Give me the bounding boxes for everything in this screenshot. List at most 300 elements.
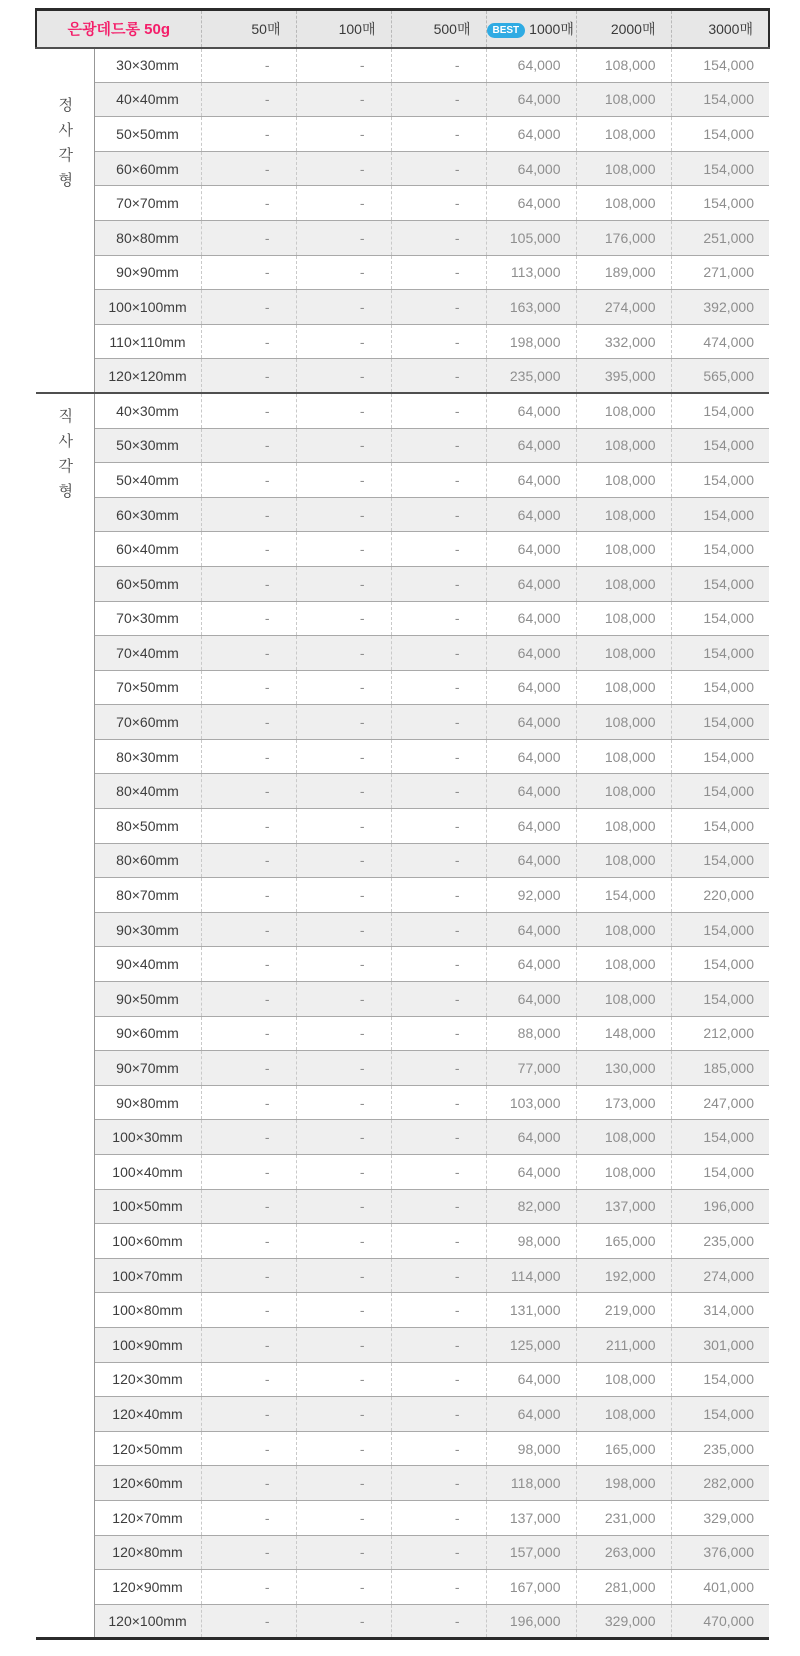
price-cell-empty: -: [391, 1224, 486, 1259]
size-cell: 100×60mm: [94, 1224, 201, 1259]
price-cell: 154,000: [671, 566, 769, 601]
price-cell-empty: -: [201, 601, 296, 636]
price-cell-empty: -: [391, 774, 486, 809]
size-cell: 70×60mm: [94, 705, 201, 740]
price-cell-empty: -: [296, 463, 391, 498]
price-cell: 165,000: [576, 1431, 671, 1466]
price-cell-empty: -: [201, 774, 296, 809]
price-cell-empty: -: [391, 463, 486, 498]
price-cell: 137,000: [486, 1500, 576, 1535]
price-cell-empty: -: [296, 359, 391, 394]
price-cell: 301,000: [671, 1327, 769, 1362]
price-cell-empty: -: [201, 1500, 296, 1535]
size-cell: 120×90mm: [94, 1570, 201, 1605]
price-cell: 470,000: [671, 1604, 769, 1639]
price-row: [36, 82, 769, 117]
price-cell-empty: -: [201, 1362, 296, 1397]
price-cell: 64,000: [486, 774, 576, 809]
price-cell-empty: -: [296, 532, 391, 567]
price-cell-empty: -: [296, 1189, 391, 1224]
price-cell: 64,000: [486, 532, 576, 567]
price-cell: 64,000: [486, 463, 576, 498]
size-cell: 80×70mm: [94, 878, 201, 913]
price-cell: 235,000: [671, 1224, 769, 1259]
price-cell: 154,000: [671, 428, 769, 463]
size-cell: 80×40mm: [94, 774, 201, 809]
price-cell-empty: -: [391, 1362, 486, 1397]
price-cell-empty: -: [296, 739, 391, 774]
price-cell-empty: -: [201, 1604, 296, 1639]
price-row: [36, 774, 769, 809]
price-cell-empty: -: [296, 1016, 391, 1051]
price-cell-empty: -: [296, 843, 391, 878]
price-cell: 154,000: [671, 463, 769, 498]
price-cell-empty: -: [296, 1500, 391, 1535]
price-cell-empty: -: [296, 878, 391, 913]
size-cell: 90×50mm: [94, 982, 201, 1017]
price-cell-empty: -: [391, 359, 486, 394]
product-title: 은광데드롱 50g: [36, 10, 201, 48]
price-cell-empty: -: [201, 705, 296, 740]
price-row: [36, 739, 769, 774]
price-cell: 108,000: [576, 843, 671, 878]
price-row: [36, 1466, 769, 1501]
price-cell: 64,000: [486, 843, 576, 878]
price-cell: 125,000: [486, 1327, 576, 1362]
size-cell: 120×60mm: [94, 1466, 201, 1501]
size-cell: 100×90mm: [94, 1327, 201, 1362]
price-cell-empty: -: [391, 912, 486, 947]
size-cell: 100×30mm: [94, 1120, 201, 1155]
size-cell: 110×110mm: [94, 324, 201, 359]
price-row: [36, 255, 769, 290]
price-cell: 98,000: [486, 1224, 576, 1259]
price-cell: 105,000: [486, 220, 576, 255]
qty-col-500: 500매: [391, 10, 486, 48]
price-cell-empty: -: [391, 878, 486, 913]
size-cell: 100×80mm: [94, 1293, 201, 1328]
price-cell-empty: -: [296, 1293, 391, 1328]
price-cell-empty: -: [391, 809, 486, 844]
size-cell: 120×30mm: [94, 1362, 201, 1397]
price-row: [36, 290, 769, 325]
shape-group-label: 정사각형: [56, 96, 74, 197]
price-cell: 64,000: [486, 739, 576, 774]
price-cell-empty: -: [201, 497, 296, 532]
price-cell: 108,000: [576, 186, 671, 221]
price-cell: 185,000: [671, 1051, 769, 1086]
price-cell-empty: -: [391, 497, 486, 532]
price-cell-empty: -: [296, 255, 391, 290]
price-cell: 165,000: [576, 1224, 671, 1259]
price-cell-empty: -: [391, 48, 486, 83]
price-cell-empty: -: [296, 601, 391, 636]
price-cell: 108,000: [576, 947, 671, 982]
price-cell-empty: -: [391, 739, 486, 774]
price-row: [36, 1570, 769, 1605]
price-cell: 108,000: [576, 117, 671, 152]
price-cell: 196,000: [486, 1604, 576, 1639]
size-cell: 100×40mm: [94, 1155, 201, 1190]
price-cell: 64,000: [486, 947, 576, 982]
price-cell: 314,000: [671, 1293, 769, 1328]
price-cell-empty: -: [391, 1466, 486, 1501]
price-cell: 196,000: [671, 1189, 769, 1224]
price-cell: 154,000: [671, 48, 769, 83]
price-cell-empty: -: [201, 186, 296, 221]
price-cell: 64,000: [486, 186, 576, 221]
price-cell: 108,000: [576, 497, 671, 532]
price-cell-empty: -: [296, 324, 391, 359]
price-cell: 64,000: [486, 151, 576, 186]
size-section-0: [36, 48, 769, 394]
price-cell-empty: -: [201, 843, 296, 878]
size-cell: 50×50mm: [94, 117, 201, 152]
price-cell: 114,000: [486, 1258, 576, 1293]
price-cell: 154,000: [671, 393, 769, 428]
price-cell: 247,000: [671, 1085, 769, 1120]
price-cell: 64,000: [486, 1155, 576, 1190]
price-cell: 108,000: [576, 48, 671, 83]
price-cell-empty: -: [201, 48, 296, 83]
price-cell-empty: -: [391, 1535, 486, 1570]
price-cell: 98,000: [486, 1431, 576, 1466]
price-cell: 108,000: [576, 1120, 671, 1155]
price-row: [36, 601, 769, 636]
price-cell-empty: -: [391, 186, 486, 221]
qty-col-3000: 3000매: [671, 10, 769, 48]
price-cell: 108,000: [576, 566, 671, 601]
price-row: [36, 566, 769, 601]
size-cell: 100×70mm: [94, 1258, 201, 1293]
price-cell-empty: -: [391, 982, 486, 1017]
price-cell: 329,000: [576, 1604, 671, 1639]
price-cell: 64,000: [486, 82, 576, 117]
size-cell: 90×90mm: [94, 255, 201, 290]
price-cell: 113,000: [486, 255, 576, 290]
price-cell-empty: -: [201, 82, 296, 117]
size-cell: 120×100mm: [94, 1604, 201, 1639]
price-cell-empty: -: [201, 566, 296, 601]
size-cell: 80×50mm: [94, 809, 201, 844]
price-cell: 108,000: [576, 601, 671, 636]
price-cell: 64,000: [486, 809, 576, 844]
price-cell-empty: -: [391, 82, 486, 117]
price-cell-empty: -: [201, 912, 296, 947]
size-cell: 40×30mm: [116, 402, 179, 419]
price-cell-empty: -: [201, 1535, 296, 1570]
price-cell: 274,000: [671, 1258, 769, 1293]
price-cell: 154,000: [671, 774, 769, 809]
size-cell: 70×70mm: [94, 186, 201, 221]
price-cell: 154,000: [671, 705, 769, 740]
size-section-1: [36, 393, 769, 1638]
price-cell-empty: -: [391, 324, 486, 359]
size-cell: 50×40mm: [94, 463, 201, 498]
price-cell-empty: -: [391, 1327, 486, 1362]
size-cell: 90×70mm: [94, 1051, 201, 1086]
price-cell: 251,000: [671, 220, 769, 255]
price-cell-empty: -: [391, 1258, 486, 1293]
price-row: [36, 186, 769, 221]
price-cell: 108,000: [576, 1397, 671, 1432]
price-row: [36, 912, 769, 947]
price-cell: 154,000: [671, 82, 769, 117]
price-cell-empty: -: [296, 1327, 391, 1362]
price-cell: 64,000: [486, 1397, 576, 1432]
price-cell: 154,000: [671, 982, 769, 1017]
price-cell: 108,000: [576, 151, 671, 186]
qty-col-50: 50매: [201, 10, 296, 48]
price-cell: 235,000: [486, 359, 576, 394]
header-row: [36, 10, 769, 48]
price-cell-empty: -: [201, 1397, 296, 1432]
price-cell: 401,000: [671, 1570, 769, 1605]
price-row: [36, 1224, 769, 1259]
price-cell: 212,000: [671, 1016, 769, 1051]
size-cell: 70×30mm: [94, 601, 201, 636]
price-row: [36, 705, 769, 740]
price-row: [36, 117, 769, 152]
price-cell-empty: -: [296, 497, 391, 532]
price-row: [36, 1085, 769, 1120]
price-cell-empty: -: [391, 1604, 486, 1639]
price-cell-empty: -: [201, 1155, 296, 1190]
price-cell-empty: -: [201, 1016, 296, 1051]
price-cell: 235,000: [671, 1431, 769, 1466]
price-cell-empty: -: [391, 1051, 486, 1086]
price-cell: 154,000: [671, 912, 769, 947]
size-cell: 120×50mm: [94, 1431, 201, 1466]
price-cell: 154,000: [671, 497, 769, 532]
price-cell-empty: -: [201, 255, 296, 290]
size-cell: 90×40mm: [94, 947, 201, 982]
qty-col-2000: 2000매: [576, 10, 671, 48]
price-cell-empty: -: [296, 1604, 391, 1639]
price-cell: 64,000: [486, 1362, 576, 1397]
price-cell-empty: -: [391, 1397, 486, 1432]
price-cell: 118,000: [486, 1466, 576, 1501]
price-cell: 108,000: [576, 809, 671, 844]
price-cell: 64,000: [486, 117, 576, 152]
size-cell: 60×40mm: [94, 532, 201, 567]
price-cell: 154,000: [671, 670, 769, 705]
price-cell-empty: -: [201, 463, 296, 498]
price-cell: 198,000: [576, 1466, 671, 1501]
price-cell: 154,000: [671, 1120, 769, 1155]
price-cell-empty: -: [296, 48, 391, 83]
size-cell: 120×120mm: [94, 359, 201, 394]
price-cell-empty: -: [296, 1085, 391, 1120]
price-cell: 64,000: [486, 1120, 576, 1155]
price-cell: 332,000: [576, 324, 671, 359]
size-cell: 60×60mm: [94, 151, 201, 186]
price-cell: 108,000: [576, 1155, 671, 1190]
price-cell: 281,000: [576, 1570, 671, 1605]
price-cell: 108,000: [576, 428, 671, 463]
price-cell-empty: -: [391, 1016, 486, 1051]
size-cell: 70×40mm: [94, 636, 201, 671]
price-cell: 88,000: [486, 1016, 576, 1051]
price-cell: 64,000: [486, 982, 576, 1017]
price-cell-empty: -: [201, 670, 296, 705]
price-cell: 64,000: [486, 670, 576, 705]
price-cell: 108,000: [576, 532, 671, 567]
price-cell: 64,000: [486, 705, 576, 740]
price-row: [36, 947, 769, 982]
price-cell: 64,000: [486, 48, 576, 83]
size-cell: 120×40mm: [94, 1397, 201, 1432]
price-cell-empty: -: [296, 705, 391, 740]
price-cell: 282,000: [671, 1466, 769, 1501]
price-row: [36, 532, 769, 567]
price-cell: 263,000: [576, 1535, 671, 1570]
price-cell: 198,000: [486, 324, 576, 359]
price-cell-empty: -: [391, 393, 486, 428]
price-cell: 64,000: [486, 428, 576, 463]
price-cell: 108,000: [576, 393, 671, 428]
price-cell: 108,000: [576, 636, 671, 671]
price-cell-empty: -: [296, 1051, 391, 1086]
price-cell-empty: -: [296, 1570, 391, 1605]
price-cell-empty: -: [296, 393, 391, 428]
price-cell-empty: -: [296, 1258, 391, 1293]
size-cell: 100×100mm: [94, 290, 201, 325]
price-cell: 376,000: [671, 1535, 769, 1570]
price-cell-empty: -: [391, 1570, 486, 1605]
price-cell-empty: -: [391, 1293, 486, 1328]
price-cell-empty: -: [201, 220, 296, 255]
shape-group-label: 직사각형: [56, 408, 74, 509]
price-cell: 131,000: [486, 1293, 576, 1328]
price-cell: 395,000: [576, 359, 671, 394]
price-cell-empty: -: [296, 1120, 391, 1155]
price-cell-empty: -: [201, 393, 296, 428]
price-cell: 154,000: [671, 186, 769, 221]
price-cell: 108,000: [576, 670, 671, 705]
size-cell: 80×60mm: [94, 843, 201, 878]
size-cell: 60×50mm: [94, 566, 201, 601]
price-cell-empty: -: [296, 1362, 391, 1397]
price-row: [36, 1051, 769, 1086]
price-cell: 108,000: [576, 912, 671, 947]
price-cell-empty: -: [296, 428, 391, 463]
price-cell-empty: -: [391, 670, 486, 705]
price-cell: 154,000: [671, 636, 769, 671]
price-row: [36, 1535, 769, 1570]
price-cell-empty: -: [201, 809, 296, 844]
price-cell-empty: -: [296, 912, 391, 947]
price-cell-empty: -: [296, 1397, 391, 1432]
price-cell: 130,000: [576, 1051, 671, 1086]
price-cell: 108,000: [576, 705, 671, 740]
price-cell-empty: -: [201, 1258, 296, 1293]
price-cell-empty: -: [201, 1293, 296, 1328]
price-cell-empty: -: [391, 843, 486, 878]
price-cell-empty: -: [391, 151, 486, 186]
price-cell-empty: -: [391, 532, 486, 567]
price-cell: 154,000: [671, 1397, 769, 1432]
price-cell: 154,000: [576, 878, 671, 913]
price-cell-empty: -: [201, 428, 296, 463]
price-cell: 92,000: [486, 878, 576, 913]
price-cell-empty: -: [201, 636, 296, 671]
price-cell-empty: -: [201, 947, 296, 982]
price-cell: 64,000: [486, 566, 576, 601]
price-cell-empty: -: [296, 82, 391, 117]
price-cell: 157,000: [486, 1535, 576, 1570]
price-cell-empty: -: [201, 151, 296, 186]
price-row: [36, 1327, 769, 1362]
price-row: [36, 463, 769, 498]
price-cell: 565,000: [671, 359, 769, 394]
price-cell-empty: -: [391, 601, 486, 636]
price-row: [36, 878, 769, 913]
price-cell-empty: -: [296, 1431, 391, 1466]
shape-group-cell: [36, 48, 94, 394]
price-cell-empty: -: [201, 1085, 296, 1120]
price-cell-empty: -: [201, 1051, 296, 1086]
price-cell: 154,000: [671, 809, 769, 844]
price-cell-empty: -: [296, 1224, 391, 1259]
price-row: [36, 1189, 769, 1224]
price-row: [36, 1500, 769, 1535]
size-cell: 120×80mm: [94, 1535, 201, 1570]
price-cell: 108,000: [576, 82, 671, 117]
price-cell: 108,000: [576, 774, 671, 809]
price-cell: 211,000: [576, 1327, 671, 1362]
price-cell-empty: -: [201, 290, 296, 325]
size-cell: 120×70mm: [94, 1500, 201, 1535]
price-cell-empty: -: [201, 1327, 296, 1362]
price-cell: 154,000: [671, 739, 769, 774]
price-cell-empty: -: [391, 1431, 486, 1466]
price-cell: 82,000: [486, 1189, 576, 1224]
price-cell-empty: -: [296, 566, 391, 601]
price-cell-empty: -: [391, 1500, 486, 1535]
price-cell-empty: -: [201, 532, 296, 567]
price-cell-empty: -: [296, 117, 391, 152]
price-row: [36, 393, 769, 428]
price-cell-empty: -: [391, 1189, 486, 1224]
price-row: [36, 1120, 769, 1155]
best-badge: BEST: [487, 23, 526, 38]
price-cell-empty: -: [391, 705, 486, 740]
price-cell: 154,000: [671, 151, 769, 186]
price-row: [36, 1016, 769, 1051]
price-cell: 154,000: [671, 117, 769, 152]
price-cell: 103,000: [486, 1085, 576, 1120]
price-cell-empty: -: [201, 359, 296, 394]
price-cell-empty: -: [391, 1120, 486, 1155]
size-cell: 50×30mm: [94, 428, 201, 463]
price-row: [36, 324, 769, 359]
price-cell: 108,000: [576, 1362, 671, 1397]
price-row: [36, 428, 769, 463]
size-cell: 70×50mm: [94, 670, 201, 705]
price-cell: 108,000: [576, 982, 671, 1017]
price-cell-empty: -: [296, 290, 391, 325]
price-cell-empty: -: [201, 1224, 296, 1259]
price-cell-empty: -: [391, 566, 486, 601]
size-cell: 30×30mm: [116, 57, 179, 74]
qty-col-1000: [486, 10, 576, 48]
price-cell-empty: -: [391, 255, 486, 290]
price-cell: 154,000: [671, 947, 769, 982]
price-row: [36, 1362, 769, 1397]
table-header: [36, 10, 769, 48]
price-cell-empty: -: [296, 636, 391, 671]
